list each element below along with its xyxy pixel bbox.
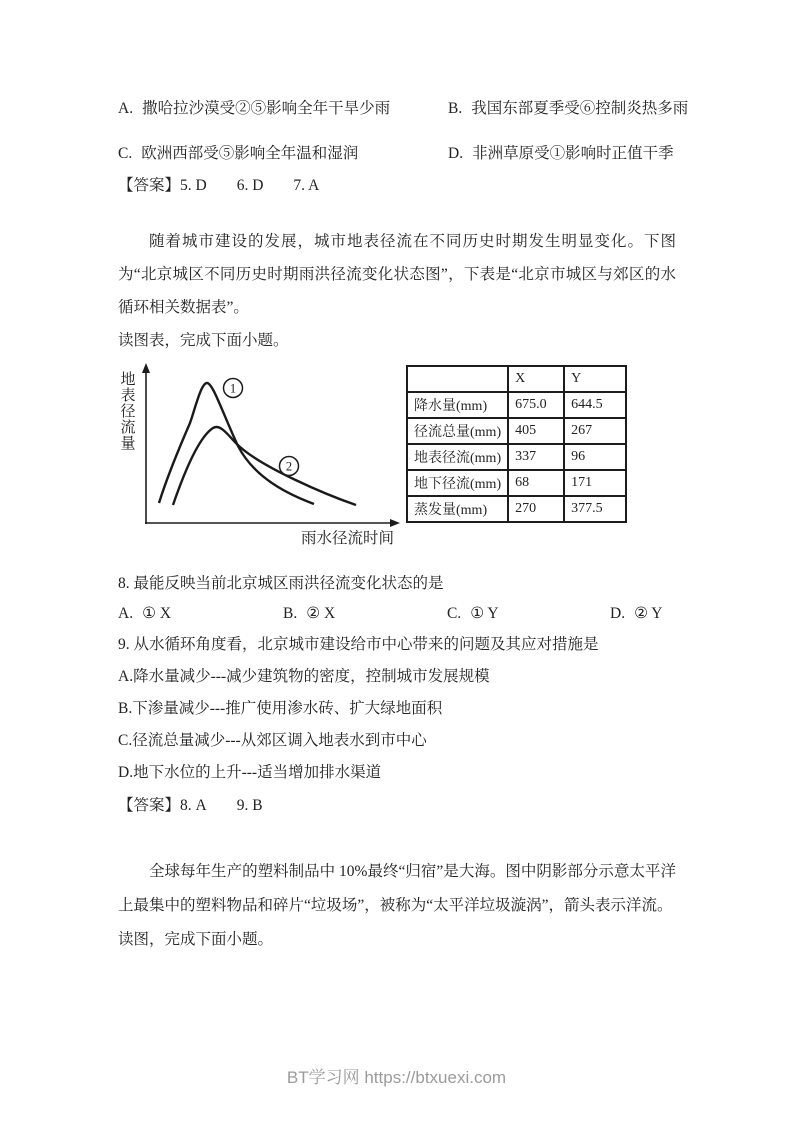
cell-x: 270 [508,496,564,522]
option-text: ② Y [634,605,663,622]
cell-x: 68 [508,470,564,496]
option-label: B. [118,700,133,717]
q8-option-c [447,605,610,623]
q9-option-b [118,700,676,718]
q8-stem: 8. 最能反映当前北京城区雨洪径流变化状态的是 [118,575,444,592]
option-label: A. [118,100,134,117]
option-text: 降水量减少---减少建筑物的密度，控制城市发展规模 [133,668,490,685]
q8-option-b [283,605,447,623]
option-text: 我国东部夏季受⑥控制炎热多雨 [471,100,689,117]
option-text: 径流总量减少---从郊区调入地表水到市中心 [132,732,427,749]
table-row [407,418,626,444]
option-label: B. [283,605,298,622]
header-cell-y: Y [564,366,626,392]
y-axis-title-char: 地 [120,372,136,388]
row-label: 蒸发量(mm) [407,496,508,522]
header-cell-empty [407,366,508,392]
q8-option-d [610,605,676,623]
q7-option-c [118,145,448,163]
answer-item: 9. B [236,797,263,814]
x-axis-title: 雨水径流时间 [300,530,394,547]
option-text: ① Y [470,605,499,622]
q9-stem: 9. 从水循环角度看，北京城市建设给市中心带来的问题及其应对措施是 [118,636,599,653]
option-label: C. [118,145,133,162]
option-text: ② X [306,605,336,622]
header-cell-x: X [508,366,564,392]
y-axis-title-char: 流 [120,420,136,436]
y-axis-arrow-icon [142,363,150,373]
y-axis-title-char: 表 [120,388,136,404]
q8-options-row [118,605,676,623]
option-label: C. [447,605,462,622]
answer-prefix: 【答案】 [118,797,181,814]
q8-option-a [118,605,283,623]
water-cycle-table [406,365,627,523]
option-label: D. [118,764,134,781]
table-row [407,470,626,496]
q7-option-b [448,100,688,118]
cell-y: 644.5 [564,392,626,418]
curve-2 [173,427,356,505]
figure-row [118,362,676,548]
table-header-row [407,366,626,392]
row-label: 地表径流(mm) [407,444,508,470]
option-label: D. [448,145,464,162]
answer-item: 7. A [293,177,320,194]
plastic-intro: 全球每年生产的塑料制品中 10%最终“归宿”是大海。图中阴影部分示意太平洋上最集中的塑料物品和碎片“垃圾场”，被称为“太平洋垃圾漩涡”，箭头表示洋流。 [118,863,676,914]
y-axis-title-char: 量 [120,436,136,452]
page-content [118,0,689,957]
x-axis-arrow-icon [390,519,400,527]
option-text: ① X [142,605,172,622]
q7-option-a [118,100,448,118]
answer-item: 5. D [180,177,207,194]
q7-options-row-2 [118,145,676,163]
water-cycle-intro-tail: 读图表，完成下面小题。 [118,332,289,349]
cell-y: 267 [564,418,626,444]
option-text: 地下水位的上升---适当增加排水渠道 [133,764,382,781]
option-text: 下渗量减少---推广使用渗水砖、扩大绿地面积 [132,700,443,717]
option-label: A. [118,605,134,622]
table-row [407,496,626,522]
option-label: C. [118,732,133,749]
row-label: 降水量(mm) [407,392,508,418]
curve-1-label: 1 [229,381,237,396]
answer-line-89 [118,797,676,815]
cell-y: 377.5 [564,496,626,522]
cell-x: 405 [508,418,564,444]
plastic-intro-tail: 读图，完成下面小题。 [118,931,274,948]
answer-item: 6. D [236,177,264,194]
q9-option-a [118,668,676,686]
table-row [407,444,626,470]
option-text: 欧洲西部受⑤影响全年温和湿润 [141,145,359,162]
q9-option-d [118,764,676,782]
option-label: A. [118,668,134,685]
cell-x: 337 [508,444,564,470]
option-label: B. [448,100,463,117]
answer-item: 8. A [180,797,207,814]
row-label: 径流总量(mm) [407,418,508,444]
option-text: 非洲草原受①影响时正值干季 [472,145,674,162]
answer-prefix: 【答案】 [118,177,181,194]
curve-2-label: 2 [285,459,293,474]
cell-x: 675.0 [508,392,564,418]
water-cycle-intro: 随着城市建设的发展，城市地表径流在不同历史时期发生明显变化。下图为“北京城区不同历史时期雨洪径流变化状态图”，下表是“北京市城区与郊区的水循环相关数据表”。 [118,233,676,316]
q7-option-d [448,145,676,163]
q9-option-c [118,732,676,750]
runoff-line-chart [112,362,402,548]
site-watermark: BT学习网 https://btxuexi.com [286,1068,507,1087]
table-row [407,392,626,418]
row-label: 地下径流(mm) [407,470,508,496]
q7-options-row-1 [118,0,689,118]
cell-y: 96 [564,444,626,470]
y-axis-title-char: 径 [120,404,136,420]
option-label: D. [610,605,626,622]
cell-y: 171 [564,470,626,496]
option-text: 撒哈拉沙漠受②⑤影响全年干旱少雨 [142,100,391,117]
answer-line-567 [118,177,676,195]
